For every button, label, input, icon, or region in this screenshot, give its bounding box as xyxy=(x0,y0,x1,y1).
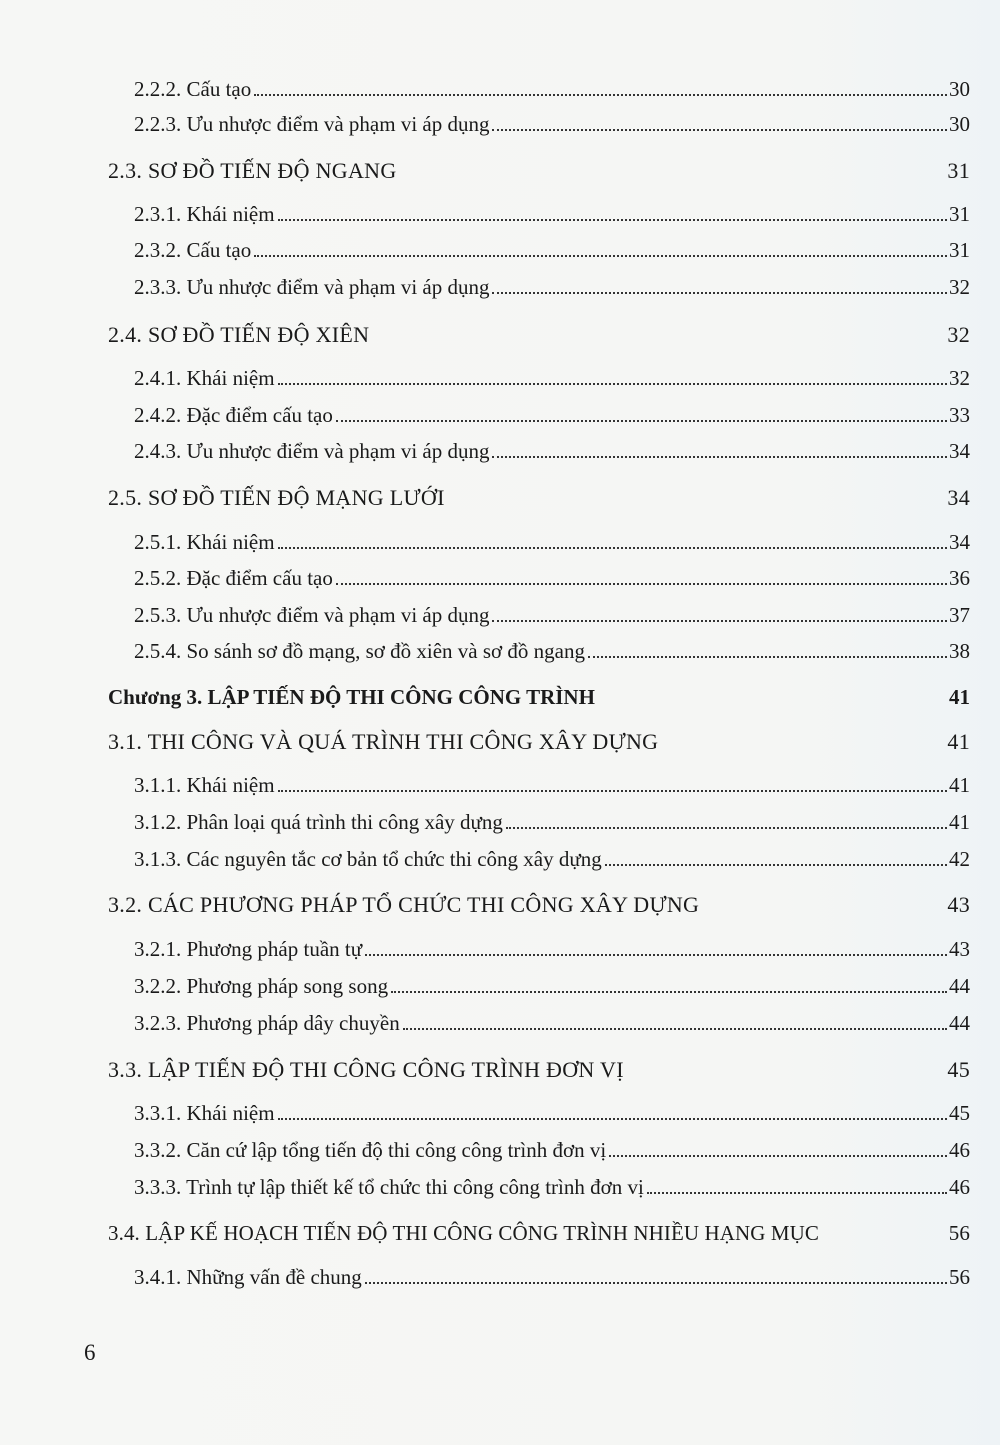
toc-entry-title: 2.4.3. Ưu nhược điểm và phạm vi áp dụng xyxy=(134,439,490,463)
toc-entry xyxy=(134,398,970,428)
toc-section-title: 2.4. SƠ ĐỒ TIẾN ĐỘ XIÊN xyxy=(108,322,370,347)
toc-section-title: 3.3. LẬP TIẾN ĐỘ THI CÔNG CÔNG TRÌNH ĐƠN VỊ xyxy=(108,1057,624,1082)
toc-chapter-title: Chương 3. LẬP TIẾN ĐỘ THI CÔNG CÔNG TRÌNH xyxy=(108,685,595,709)
toc-entry xyxy=(134,634,970,664)
toc-section xyxy=(108,481,970,511)
dot-leader xyxy=(365,953,947,956)
dot-leader xyxy=(492,619,947,622)
toc-section-title: 3.4. LẬP KẾ HOẠCH TIẾN ĐỘ THI CÔNG CÔNG TRÌNH NHIỀU HẠNG MỤC xyxy=(108,1221,820,1245)
toc-entry xyxy=(134,72,970,102)
toc-entry-title: 2.2.2. Cấu tạo xyxy=(134,77,252,101)
toc-entry-page: 30 xyxy=(949,77,970,101)
dot-leader xyxy=(278,789,947,792)
toc-section-page: 43 xyxy=(947,892,970,917)
toc-entry xyxy=(134,932,970,962)
toc-entry xyxy=(134,1260,970,1290)
dot-leader xyxy=(278,546,947,549)
dot-leader xyxy=(278,1117,947,1120)
dot-leader xyxy=(403,1027,947,1030)
dot-leader xyxy=(647,1191,947,1194)
toc-section-page: 31 xyxy=(947,158,970,183)
toc-entry-page: 41 xyxy=(949,773,970,797)
toc-entry-title: 3.2.3. Phương pháp dây chuyền xyxy=(134,1011,400,1035)
toc-entry-page: 41 xyxy=(949,810,970,834)
toc-section-title: 3.2. CÁC PHƯƠNG PHÁP TỔ CHỨC THI CÔNG XÂY DỰNG xyxy=(108,892,700,917)
toc-entry xyxy=(134,361,970,391)
toc-entry-title: 2.5.3. Ưu nhược điểm và phạm vi áp dụng xyxy=(134,603,490,627)
toc-entry-title: 2.3.3. Ưu nhược điểm và phạm vi áp dụng xyxy=(134,275,490,299)
dot-leader xyxy=(506,826,947,829)
toc-entry-page: 46 xyxy=(949,1175,970,1199)
toc-entry-page: 37 xyxy=(949,603,970,627)
toc-entry-title: 2.2.3. Ưu nhược điểm và phạm vi áp dụng xyxy=(134,112,490,136)
dot-leader xyxy=(254,93,947,96)
dot-leader xyxy=(336,582,947,585)
page-number: 6 xyxy=(84,1340,96,1365)
toc-section-title: 2.5. SƠ ĐỒ TIẾN ĐỘ MẠNG LƯỚI xyxy=(108,485,445,510)
toc-section xyxy=(108,1216,970,1246)
dot-leader xyxy=(492,291,947,294)
dot-leader xyxy=(391,990,947,993)
toc-entry-page: 34 xyxy=(949,530,970,554)
toc-section-page: 34 xyxy=(947,485,970,510)
toc-entry-page: 31 xyxy=(949,202,970,226)
toc-entry-page: 46 xyxy=(949,1138,970,1162)
toc-section-page: 56 xyxy=(948,1221,970,1245)
toc-entry xyxy=(134,107,970,137)
dot-leader xyxy=(254,254,947,257)
toc-entry xyxy=(134,197,970,227)
toc-section xyxy=(108,888,970,918)
dot-leader xyxy=(336,419,947,422)
toc-entry xyxy=(134,1133,970,1163)
toc-section-page: 32 xyxy=(947,322,970,347)
toc-entry-page: 44 xyxy=(949,1011,970,1035)
toc-entry-title: 3.1.3. Các nguyên tắc cơ bản tổ chức thi công xây dựng xyxy=(134,847,602,871)
toc-entry-title: 2.3.2. Cấu tạo xyxy=(134,238,252,262)
toc-entry xyxy=(134,525,970,555)
toc-entry-page: 32 xyxy=(949,275,970,299)
toc-entry-title: 2.3.1. Khái niệm xyxy=(134,202,275,226)
toc-entry-title: 2.5.1. Khái niệm xyxy=(134,530,275,554)
toc-section-page: 45 xyxy=(947,1057,970,1082)
toc-chapter xyxy=(108,680,970,710)
toc-entry-title: 3.1.1. Khái niệm xyxy=(134,773,275,797)
toc-entry xyxy=(134,1096,970,1126)
toc-entry-title: 3.3.3. Trình tự lập thiết kế tổ chức thi công công trình đơn vị xyxy=(134,1175,644,1199)
dot-leader xyxy=(588,655,947,658)
toc-entry-page: 36 xyxy=(949,566,970,590)
toc-entry xyxy=(134,561,970,591)
toc-entry xyxy=(134,434,970,464)
toc-entry-page: 34 xyxy=(949,439,970,463)
toc-section xyxy=(108,154,970,184)
toc-entry xyxy=(134,768,970,798)
toc-section-page: 41 xyxy=(947,729,970,754)
dot-leader xyxy=(609,1154,947,1157)
toc-entry-title: 2.4.1. Khái niệm xyxy=(134,366,275,390)
toc-entry-title: 3.2.1. Phương pháp tuần tự xyxy=(134,937,363,961)
dot-leader xyxy=(278,218,947,221)
toc-entry-title: 3.3.1. Khái niệm xyxy=(134,1101,275,1125)
toc-section xyxy=(108,318,970,348)
toc-chapter-page: 41 xyxy=(949,685,970,709)
toc-entry xyxy=(134,233,970,263)
toc-entry-title: 3.4.1. Những vấn đề chung xyxy=(134,1265,362,1289)
toc-section xyxy=(108,725,970,755)
toc-section-title: 3.1. THI CÔNG VÀ QUÁ TRÌNH THI CÔNG XÂY DỰNG xyxy=(108,729,659,754)
toc-entry-page: 38 xyxy=(949,639,970,663)
dot-leader xyxy=(492,128,947,131)
toc-entry-page: 45 xyxy=(949,1101,970,1125)
dot-leader xyxy=(605,863,947,866)
toc-entry-title: 2.5.4. So sánh sơ đồ mạng, sơ đồ xiên và sơ đồ ngang xyxy=(134,639,585,663)
toc-section xyxy=(108,1053,970,1083)
toc-entry-page: 33 xyxy=(949,403,970,427)
dot-leader xyxy=(365,1281,947,1284)
toc-entry xyxy=(134,842,970,872)
toc-section-title: 2.3. SƠ ĐỒ TIẾN ĐỘ NGANG xyxy=(108,158,397,183)
toc-entry-page: 56 xyxy=(949,1265,970,1289)
toc-entry xyxy=(134,270,970,300)
toc-entry-title: 3.1.2. Phân loại quá trình thi công xây dựng xyxy=(134,810,503,834)
toc-entry-page: 30 xyxy=(949,112,970,136)
toc-entry-title: 2.4.2. Đặc điểm cấu tạo xyxy=(134,403,333,427)
toc-entry xyxy=(134,805,970,835)
toc-entry-page: 32 xyxy=(949,366,970,390)
toc-entry-page: 44 xyxy=(949,974,970,998)
toc-entry-title: 3.3.2. Căn cứ lập tổng tiến độ thi công công trình đơn vị xyxy=(134,1138,607,1162)
toc-entry-title: 2.5.2. Đặc điểm cấu tạo xyxy=(134,566,333,590)
dot-leader xyxy=(492,455,947,458)
toc-entry xyxy=(134,1006,970,1036)
toc-entry-page: 42 xyxy=(949,847,970,871)
toc-entry xyxy=(134,1170,970,1200)
toc-entry-page: 31 xyxy=(949,238,970,262)
toc-entry xyxy=(134,969,970,999)
toc-entry-page: 43 xyxy=(949,937,970,961)
dot-leader xyxy=(278,382,947,385)
toc-entry xyxy=(134,598,970,628)
toc-entry-title: 3.2.2. Phương pháp song song xyxy=(134,974,389,998)
